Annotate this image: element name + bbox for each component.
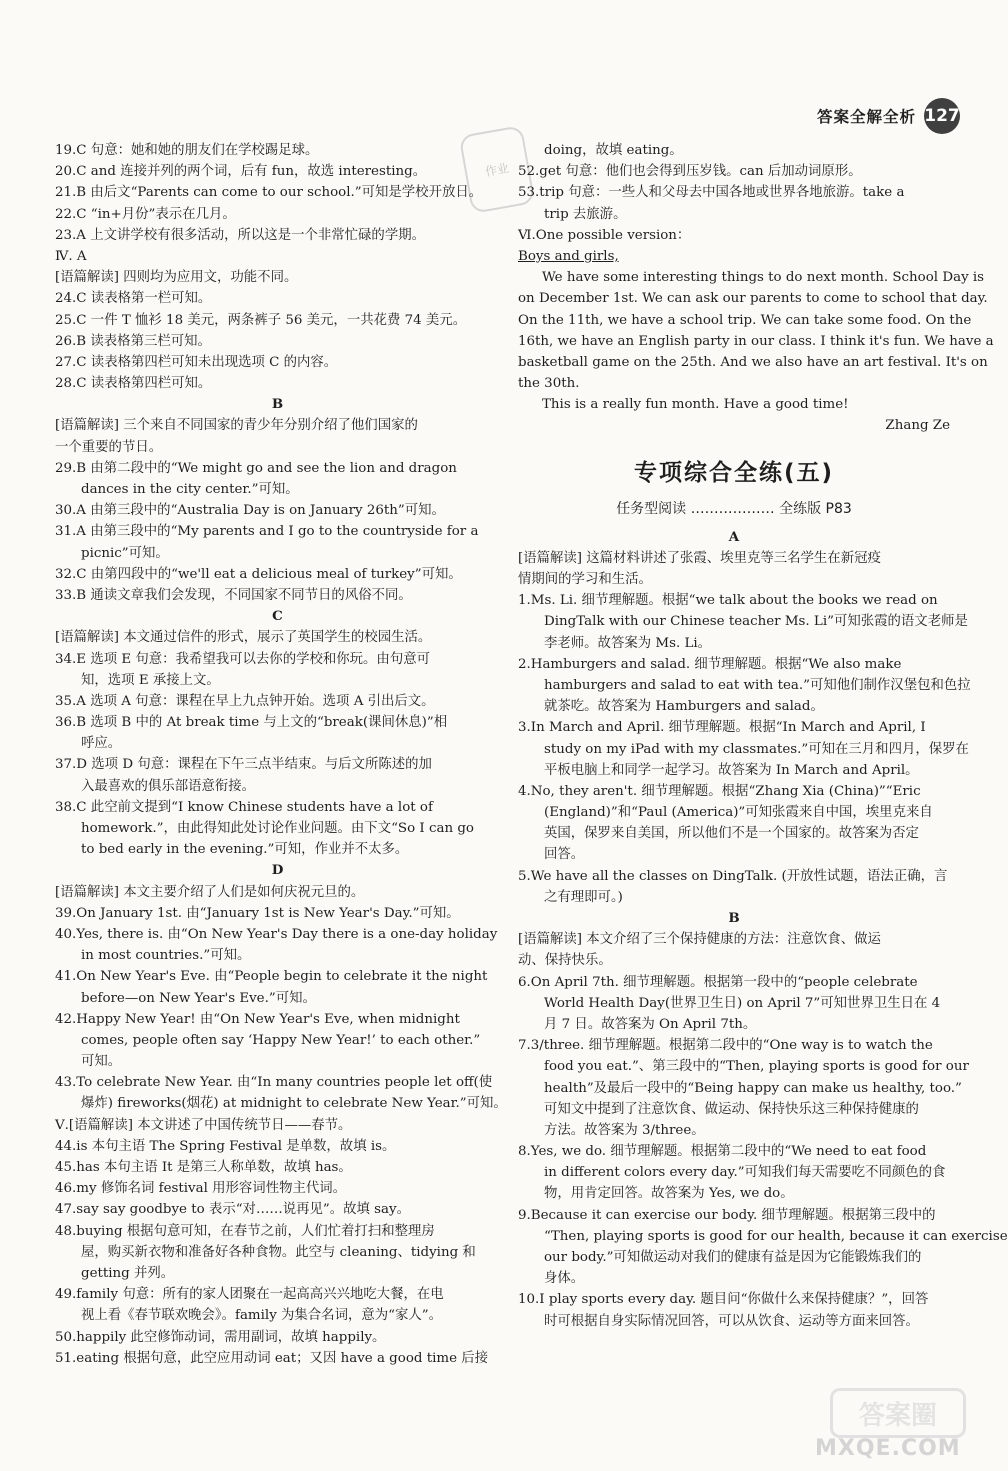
text-line: 40.Yes, there is. 由“On New Year's Day there is a one-day holiday bbox=[55, 926, 498, 942]
text-line: trip 去旅游。 bbox=[544, 206, 627, 222]
text-line: 19.C 句意：她和她的朋友们在学校踢足球。 bbox=[55, 143, 319, 158]
section-title: 专项综合全练(五) bbox=[633, 459, 835, 486]
page-number-badge: 127 bbox=[924, 98, 960, 134]
text-line: 视上看《春节联欢晚会》。family 为集合名词，意为“家人”。 bbox=[81, 1308, 442, 1324]
text-line: [语篇解读] 本文通过信件的形式，展示了英国学生的校园生活。 bbox=[55, 630, 432, 646]
text-line: 33.B 通读文章我们会发现，不同国家不同节日的风俗不同。 bbox=[55, 587, 412, 603]
text-line: 时可根据自身实际情况回答，可以从饮食、运动等方面来回答。 bbox=[544, 1313, 919, 1329]
section-letter: C bbox=[272, 608, 283, 625]
text-line: 屋，购买新衣物和准备好各种食物。此空与 cleaning、tidying 和 bbox=[81, 1244, 476, 1260]
right-column bbox=[518, 140, 1008, 1332]
text-line: 可知文中提到了注意饮食、做运动、保持快乐这三种保持健康的 bbox=[544, 1101, 919, 1117]
text-line: 42.Happy New Year! 由“On New Year's Eve, when midnight bbox=[55, 1011, 460, 1027]
text-line: 一个重要的节日。 bbox=[55, 439, 163, 455]
text-line: 5.We have all the classes on DingTalk. (开放性试题，语法正确，言 bbox=[518, 868, 948, 884]
text-line: 22.C “in+月份”表示在几月。 bbox=[55, 206, 236, 222]
section-subtitle: 任务型阅读 ……………… 全练版 P83 bbox=[616, 500, 852, 517]
section-letter: D bbox=[271, 862, 284, 879]
header-title: 答案全解全析 bbox=[816, 108, 916, 126]
text-line: 28.C 读表格第四栏可知。 bbox=[55, 376, 212, 392]
text-line: 38.C 此空前文提到“I know Chinese students have a lot of bbox=[55, 799, 433, 815]
text-line: on December 1st. We can ask our parents to come to school that day. bbox=[518, 291, 988, 307]
text-line: 53.trip 句意：一些人和父母去中国各地或世界各地旅游。take a bbox=[518, 185, 905, 201]
text-line: [语篇解读] 四则均为应用文，功能不同。 bbox=[55, 270, 298, 286]
text-line: 入最喜欢的俱乐部语意衔接。 bbox=[81, 778, 256, 794]
text-line: in different colors every day.”可知我们每天需要吃不同颜色的食 bbox=[544, 1165, 946, 1181]
text-line: in most countries.”可知。 bbox=[81, 948, 251, 964]
watermark-logo bbox=[830, 1388, 966, 1438]
left-column bbox=[55, 140, 507, 1369]
text-line: 2.Hamburgers and salad. 细节理解题。根据“We also make bbox=[518, 656, 902, 672]
text-line: 3.In March and April. 细节理解题。根据“In March and April, I bbox=[518, 720, 926, 736]
text-line: 物，用肯定回答。故答案为 Yes, we do。 bbox=[544, 1186, 794, 1202]
text-line: 10.I play sports every day. 题目问“你做什么来保持健康？”，回答 bbox=[518, 1292, 929, 1308]
essay-signature: Zhang Ze bbox=[885, 418, 950, 434]
text-line: 47.say say goodbye to 表示“对……说再见”。故填 say。 bbox=[55, 1202, 410, 1218]
text-line: 情期间的学习和生活。 bbox=[518, 572, 652, 587]
text-line: 44.is 本句主语 The Spring Festival 是单数，故填 is。 bbox=[55, 1138, 396, 1154]
text-line: 39.On January 1st. 由“January 1st is New Year's Day.”可知。 bbox=[55, 905, 460, 921]
text-line: 50.happily 此空修饰动词，需用副词，故填 happily。 bbox=[55, 1329, 386, 1345]
text-line: 51.eating 根据句意，此空应用动词 eat；又因 have a good time 后接 bbox=[55, 1350, 489, 1366]
text-line: 1.Ms. Li. 细节理解题。根据“we talk about the books we read on bbox=[518, 593, 938, 609]
text-line: 16th, we have an English party in our class. I think it's fun. We have a bbox=[518, 333, 994, 349]
text-line: 25.C 一件 T 恤衫 18 美元，两条裤子 56 美元，一共花费 74 美元。 bbox=[55, 312, 467, 328]
text-line: 46.my 修饰名词 festival 用形容词性物主代词。 bbox=[55, 1181, 347, 1197]
text-line: 20.C and 连接并列的两个词，后有 fun，故选 interesting。 bbox=[55, 164, 427, 180]
section-letter: B bbox=[271, 396, 284, 413]
text-line: On the 11th, we have a school trip. We can take some food. On the bbox=[518, 312, 972, 328]
text-line: 49.family 句意：所有的家人团聚在一起高高兴兴地吃大餐，在电 bbox=[55, 1287, 444, 1303]
essay-line: This is a really fun month. Have a good time! bbox=[542, 397, 849, 413]
watermark-url: MXQE.COM bbox=[815, 1436, 961, 1461]
text-line: 30.A 由第三段中的“Australia Day is on January 26th”可知。 bbox=[55, 503, 445, 519]
text-line: comes, people often say ‘Happy New Year!’ to each other.” bbox=[81, 1032, 481, 1048]
text-line: DingTalk with our Chinese teacher Ms. Li”可知张霞的语文老师是 bbox=[544, 614, 968, 630]
text-line: our body.”可知做运动对我们的健康有益是因为它能锻炼我们的 bbox=[544, 1250, 922, 1265]
text-line: 26.B 读表格第三栏可知。 bbox=[55, 333, 211, 349]
stamp-text: 作业 bbox=[484, 161, 511, 179]
text-line: 21.B 由后文“Parents can come to our school.”可知是学校开放日。 bbox=[55, 185, 483, 201]
text-line: 45.has 本句主语 It 是第三人称单数，故填 has。 bbox=[55, 1160, 352, 1175]
text-line: 52.get 句意：他们也会得到压岁钱。can 后加动词原形。 bbox=[518, 164, 862, 180]
text-line: picnic”可知。 bbox=[81, 545, 169, 561]
text-line: World Health Day(世界卫生日) on April 7”可知世界卫生日在 4 bbox=[544, 995, 941, 1011]
text-line: 48.buying 根据句意可知，在春节之前，人们忙着打扫和整理房 bbox=[55, 1223, 435, 1239]
text-line: 可知。 bbox=[81, 1054, 122, 1070]
text-line: [语篇解读] 本文主要介绍了人们是如何庆祝元旦的。 bbox=[55, 884, 365, 900]
text-line: [语篇解读] 三个来自不同国家的青少年分别介绍了他们国家的 bbox=[55, 418, 418, 434]
text-line: 41.On New Year's Eve. 由“People begin to celebrate it the night bbox=[55, 969, 488, 985]
text-line: food you eat.”、第三段中的“Then, playing sports is good for our bbox=[544, 1059, 969, 1075]
text-line: 呼应。 bbox=[81, 736, 122, 752]
text-line: 31.A 由第三段中的“My parents and I go to the countryside for a bbox=[55, 524, 479, 540]
essay-line: We have some interesting things to do next month. School Day is bbox=[542, 270, 985, 286]
text-line: 就茶吃。故答案为 Hamburgers and salad。 bbox=[544, 699, 824, 715]
text-line: 36.B 选项 B 中的 At break time 与上文的“break(课间休息)”相 bbox=[55, 715, 448, 731]
text-line: before—on New Year's Eve.”可知。 bbox=[81, 990, 316, 1006]
text-line: 27.C 读表格第四栏可知未出现选项 C 的内容。 bbox=[55, 354, 338, 370]
text-line: 动、保持快乐。 bbox=[518, 953, 612, 969]
text-line: 34.E 选项 E 句意：我希望我可以去你的学校和你玩。由句意可 bbox=[55, 651, 430, 667]
text-line: 方法。故答案为 3/three。 bbox=[544, 1122, 705, 1138]
text-line: 35.A 选项 A 句意：课程在早上九点钟开始。选项 A 引出后文。 bbox=[55, 693, 435, 709]
text-line: dances in the city center.”可知。 bbox=[81, 482, 299, 497]
text-line: the 30th. bbox=[518, 376, 580, 392]
text-line: getting 并列。 bbox=[81, 1265, 175, 1281]
text-line: [语篇解读] 这篇材料讲述了张霞、埃里克等三名学生在新冠疫 bbox=[518, 550, 881, 566]
text-line: 24.C 读表格第一栏可知。 bbox=[55, 291, 212, 307]
text-line: 8.Yes, we do. 细节理解题。根据第二段中的“We need to eat food bbox=[518, 1144, 927, 1160]
text-line: 9.Because it can exercise our body. 细节理解题。根据第三段中的 bbox=[518, 1207, 936, 1223]
text-line: (England)”和“Paul (America)”可知张霞来自中国，埃里克来自 bbox=[544, 805, 933, 821]
text-line: homework.”，由此得知此处讨论作业问题。由下文“So I can go bbox=[81, 821, 474, 836]
text-line: 23.A 上文讲学校有很多活动，所以这是一个非常忙碌的学期。 bbox=[55, 227, 425, 243]
text-line: 4.No, they aren't. 细节理解题。根据“Zhang Xia (China)”“Eric bbox=[518, 783, 921, 799]
text-line: 知，选项 E 承接上文。 bbox=[81, 672, 220, 688]
text-line: to bed early in the evening.”可知，作业并不太多。 bbox=[81, 842, 409, 858]
text-line: 29.B 由第二段中的“We might go and see the lion and dragon bbox=[55, 460, 457, 476]
section-letter: B bbox=[728, 910, 740, 926]
text-line: 英国，保罗来自美国，所以他们不是一个国家的。故答案为否定 bbox=[544, 826, 919, 842]
essay-greeting: Boys and girls, bbox=[518, 248, 619, 264]
text-line: health”及最后一段中的“Being happy can make us healthy, too.” bbox=[544, 1080, 962, 1096]
text-line: 身体。 bbox=[544, 1271, 585, 1287]
text-line: doing，故填 eating。 bbox=[544, 143, 683, 158]
text-line: study on my iPad with my classmates.”可知在三月和四月，保罗在 bbox=[544, 741, 969, 757]
text-line: 回答。 bbox=[544, 847, 585, 863]
text-line: 月 7 日。故答案为 On April 7th。 bbox=[544, 1016, 757, 1032]
page-header bbox=[817, 96, 960, 136]
text-line: Ⅳ. A bbox=[55, 248, 87, 264]
text-line: 平板电脑上和同学一起学习。故答案为 In March and April。 bbox=[544, 762, 919, 778]
text-line: hamburgers and salad to eat with tea.”可知他们制作汉堡包和色拉 bbox=[544, 677, 971, 693]
text-line: 6.On April 7th. 细节理解题。根据第一段中的“people celebrate bbox=[518, 974, 918, 990]
text-line: 7.3/three. 细节理解题。根据第二段中的“One way is to watch the bbox=[518, 1038, 933, 1054]
text-line: 之有理即可。) bbox=[544, 889, 623, 905]
text-line: 李老师。故答案为 Ms. Li。 bbox=[544, 635, 712, 651]
text-line: 37.D 选项 D 句意：课程在下午三点半结束。与后文所陈述的加 bbox=[55, 757, 432, 773]
watermark-logo-text: 答案圈 bbox=[858, 1400, 937, 1431]
text-line: basketball game on the 25th. And we also have an art festival. It's on bbox=[518, 354, 988, 370]
text-line: Ⅵ.One possible version： bbox=[518, 227, 691, 243]
text-line: 爆炸) fireworks(烟花) at midnight to celebrate New Year.”可知。 bbox=[81, 1096, 507, 1112]
text-line: 32.C 由第四段中的“we'll eat a delicious meal of turkey”可知。 bbox=[55, 566, 462, 582]
text-line: Ⅴ.[语篇解读] 本文讲述了中国传统节日——春节。 bbox=[55, 1117, 352, 1133]
text-line: 43.To celebrate New Year. 由“In many countries people let off(使 bbox=[55, 1075, 493, 1091]
text-line: [语篇解读] 本文介绍了三个保持健康的方法：注意饮食、做运 bbox=[518, 932, 881, 948]
text-line: “Then, playing sports is good for our health, because it can exercise bbox=[544, 1228, 1008, 1244]
section-letter: A bbox=[728, 528, 740, 545]
